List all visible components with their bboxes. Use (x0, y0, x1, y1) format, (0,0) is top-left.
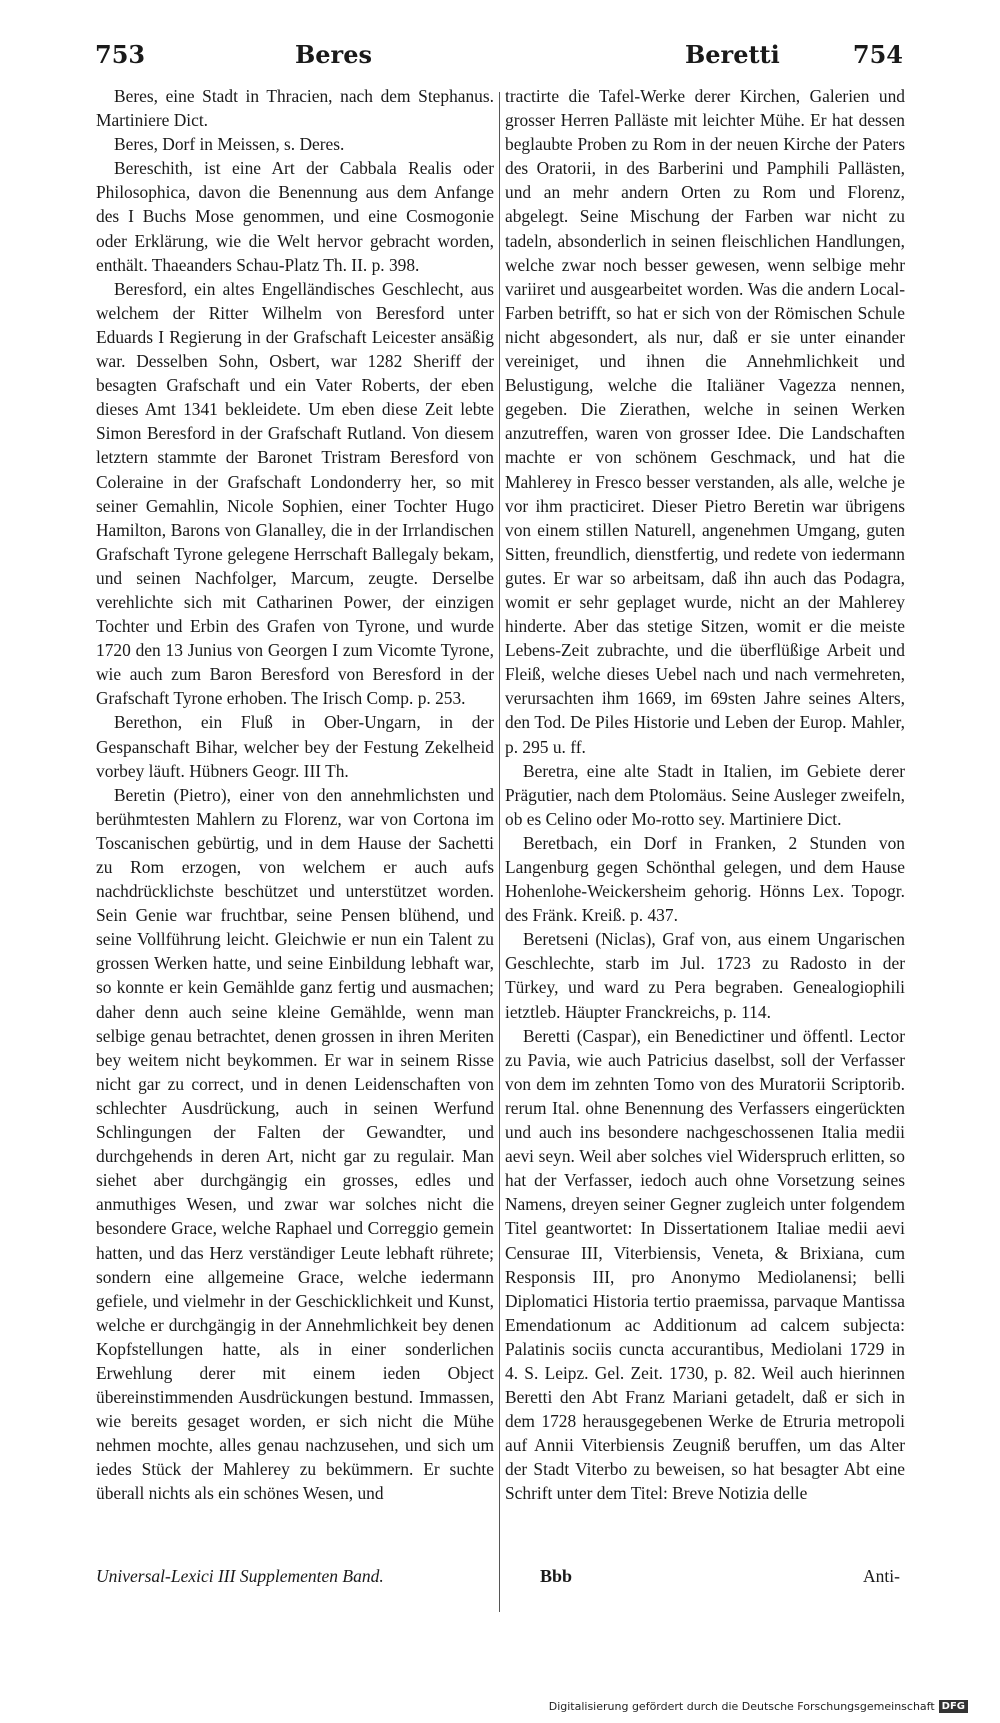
right-running-head: Beretti (685, 40, 780, 69)
entry-beretti: Beretti (Caspar), ein Benedictiner und öffentl. Lector zu Pavia, wie auch Patricius daselbst, soll der Verfasser von dem im zehnten Tomo von des Muratorii Scriptorib. rerum Ital. ohne Benennung des Verfassers eingerückten und auch ins besondere nachgeschossenen Italia medii aevi seyn. Weil aber solches viel Widerspruch erlitten, so hat der Verfasser, iedoch auch ohne Vorsetzung seines Namens, dreyen seiner Gegner zugleich unter folgendem Titel geantwortet: In Dissertationem Italiae medii aevi Censurae III, Viterbiensis, Veneta, & Brixiana, cum Responsis III, pro Anonymo Mediolanensi; belli Diplomatici Historia tertio praemissa, parvaque Mantissa Emendationum ac Additionum ad calcem subjecta: Palatinis sociis cuncta accurantibus, Mediolani 1729 in 4. S. Leipz. Gel. Zeit. 1730, p. 82. Weil auch hierinnen Beretti den Abt Franz Mariani getadelt, daß er sich in dem 1728 herausgegebenen Werke de Etruria metropoli auf Annii Viterbiensis Zeugniß beruffen, um das Alter der Stadt Viterbo zu beweisen, so hat besagter Abt eine Schrift unter dem Titel: Breve Notizia delle (505, 1025, 905, 1504)
entry-beretin: Beretin (Pietro), einer von den annehmlichsten und berühmtesten Mahlern zu Florenz, war von Cortona im Toscanischen gebürtig, und in dem Hause der Sachetti zu Rom erzogen, von welchem er auch aufs nachdrücklichste beschützet und unterstützet worden. Sein Genie war fruchtbar, seine Pensen blühend, und seine Vollführung leicht. Gleichwie er nun ein Talent zu grossen Werken hatte, und seine Einbildung lebhaft war, so konnte er kein Gemählde ganz fertig und ausmachen; daher denn auch seine kleine Gemählde, wenn man selbige genau betrachtet, denen grossen in ihren Meriten bey weitem nicht beykommen. Er war in seinem Risse nicht gar zu correct, und in denen Leidenschaften von schlechter Ausdrückung, auch in seinen Werfund Schlingungen der Falten der Gewandter, und durchgehends in deren Art, nicht gar zu regulair. Man siehet aber durchgängig ein grosses, edles und anmuthiges Wesen, und zwar war solches nicht die besondere Grace, welche Raphael und Correggio gemein hatten, und das Herz verständiger Leute lebhaft rührete; sondern eine allgemeine Grace, welche iedermann gefiele, und vielmehr in der Geschicklichkeit und Kunst, welche er durchgängig in der Annehmlichkeit bey denen Kopfstellungen hatte, als in einer sonderlichen Erwehlung derer mit einem ieden Object übereinstimmenden Ausdrückungen bestund. Immassen, wie bereits gesaget worden, er sich nicht die Mühe nehmen mochte, alles genau nachzusehen, und sich um iedes Stück der Mahlerey zu bekümmern. Er suchte überall nichts als ein schönes Wesen, und (96, 784, 494, 1504)
right-column (505, 84, 905, 1506)
entry-berethon: Berethon, ein Fluß in Ober-Ungarn, in der Gespanschaft Bihar, welcher bey der Festung Zekelheid vorbey läuft. Hübners Geogr. III Th. (96, 712, 494, 781)
entry-beres-dorf: Beres, Dorf in Meissen, s. Deres. (114, 134, 345, 155)
column-divider (499, 92, 500, 1612)
entry-beretra: Beretra, eine alte Stadt in Italien, im Gebiete derer Prägutier, nach dem Ptolomäus. Seine Ausleger zweifeln, ob es Celino oder Mo-rotto sey. Martiniere Dict. (505, 760, 905, 829)
entry-beretseni: Beretseni (Niclas), Graf von, aus einem Ungarischen Geschlechte, starb im Jul. 1723 zu Radosto in der Türkey, und ward zu Pera begraben. Genealogiophili ietztleb. Häupter Franckreichs, p. 114. (505, 929, 905, 1022)
left-column (96, 84, 494, 1506)
left-running-head: Beres (295, 40, 372, 69)
digitization-credit (549, 1700, 968, 1713)
entry-beretbach: Beretbach, ein Dorf in Franken, 2 Stunden von Langenburg gegen Schönthal gelegen, und dem Hause Hohenlohe-Weickersheim gehorig. Hönns Lex. Topogr. des Fränk. Kreiß. p. 437. (505, 832, 905, 926)
page-header (95, 40, 903, 76)
entry-beresford: Beresford, ein altes Engelländisches Geschlecht, aus welchem der Ritter Wilhelm von Beresford unter Eduards I Regierung in der Grafschaft Leicester ansäßig war. Desselben Sohn, Osbert, war 1282 Sheriff der besagten Grafschaft und ein Vater Roberts, der eben dieses Amt 1341 bekleidete. Um eben diese Zeit lebte Simon Beresford in der Grafschaft Rutland. Von diesem letztern stammte der Baronet Tristram Beresford von Coleraine in der Grafschaft Londonderry her, so mit seiner Gemahlin, Nicole Sophien, einer Tochter Hugo Hamilton, Barons von Glanalley, die in der Irrlandischen Grafschaft Tyrone gelegene Herrschaft Ballegaly bekam, und seinen Nachfolger, Marcum, zeugte. Derselbe verehlichte sich mit Catharinen Power, der einzigen Tochter und Erbin des Grafen von Tyrone, und wurde 1720 den 13 Junius von Georgen I zum Vicomte Tyrone, wie auch zum Baron Beresford von Beresford in der Grafschaft Tyrone erhoben. The Irisch Comp. p. 253. (96, 278, 494, 709)
credit-text: Digitalisierung gefördert durch die Deutsche Forschungsgemeinschaft (548, 1700, 935, 1713)
footer-signature-text: Universal-Lexici III Supplementen Band. (96, 1566, 384, 1586)
right-page-number: 754 (852, 40, 903, 69)
left-page-number: 753 (95, 40, 146, 69)
footer-signature-mark: Bbb (540, 1566, 573, 1586)
entry-beres-stadt: Beres, eine Stadt in Thracien, nach dem Stephanus. Martiniere Dict. (96, 86, 494, 131)
entry-beretin-continued: tractirte die Tafel-Werke derer Kirchen, Galerien und grosser Herren Palläste mit leichter Mühe. Er hat dessen beglaubte Proben zu Rom in der neuen Kirche der Paters des Oratorii, in des Barberini und Pamphili Pallästen, und an mehr andern Orten zu Rom und Florenz, abgelegt. Seine Mischung der Farben war nicht zu tadeln, absonderlich in seinen fleischlichen Handlungen, welche zwar noch besser gewesen, wenn selbige mehr variiret und ausgearbeitet worden. Was die andern Local-Farben betrifft, so hat er sich von der Römischen Schule nicht abgesondert, als nur, daß er sie unter einander vereiniget, und ihnen die Annehmlichkeit und Belustigung, welche die Italiäner Vagezza nennen, gegeben. Die Zierathen, welche in seinen Werken anzutreffen, waren von grosser Idee. Die Landschaften machte er von schönem Geschmack, und hat die Mahlerey in Fresco besser verstanden, als alle, welche je vor ihm practiciret. Dieser Pietro Beretin war übrigens von einem stillen Naturell, angenehmen Umgang, guten Sitten, freundlich, dienstfertig, und redete von iedermann gutes. Er war so arbeitsam, daß ihn auch das Podagra, womit er sehr geplaget wurde, nicht an der Mahlerey hinderte. Aber das stetige Sitzen, womit er die meiste Lebens-Zeit zubrachte, und die überflüßige Arbeit und Fleiß, welche dieses Uebel nach und nach vermehreten, verursachten ihm 1669, im 69sten Jahre seines Alters, den Tod. De Piles Historie und Leben der Europ. Mahler, p. 295 u. ff. (505, 86, 905, 757)
dfg-logo-badge: DFG (939, 1700, 968, 1713)
entry-bereschith: Bereschith, ist eine Art der Cabbala Realis oder Philosophica, davon die Benennung aus dem Anfange des I Buchs Mose genommen, und eine Cosmogonie oder Erklärung, wie die Welt hervor gebracht worden, enthält. Thaeanders Schau-Platz Th. II. p. 398. (96, 158, 494, 275)
footer-catchword: Anti- (863, 1566, 900, 1586)
